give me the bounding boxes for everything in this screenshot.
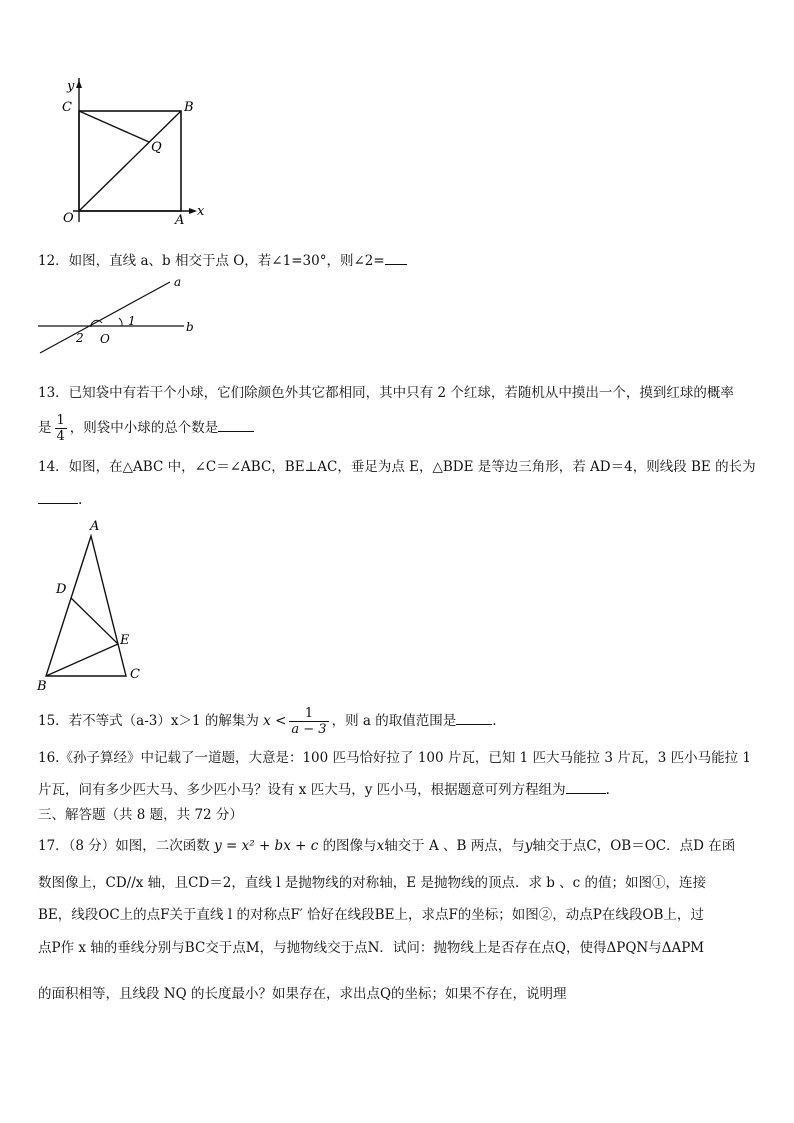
question-17-line5 [38, 984, 567, 1004]
point-b-label: B [184, 100, 194, 115]
question-13-line1 [38, 383, 734, 403]
q13-text-post: ，则袋中小球的总个数是 [69, 420, 219, 436]
angle-2-label: 2 [76, 331, 84, 345]
square-figure [55, 78, 215, 226]
question-16-line2 [38, 779, 610, 800]
angle-1-label: 1 [128, 314, 136, 328]
q16-end: . [605, 782, 610, 798]
q16-text-line2: 片瓦，问有多少匹大马、多少匹小马？设有 x 匹大马，y 匹小马，根据题意可列方程组为 [38, 782, 566, 798]
question-17-line4 [38, 938, 704, 958]
q15-text-post: ，则 a 的取值范围是 [331, 713, 457, 729]
section-3-title: 三、解答题（共 8 题，共 72 分） [38, 807, 243, 823]
question-13-line2 [38, 410, 254, 446]
question-12 [38, 250, 407, 271]
q15-frac-den: a − 3 [291, 722, 327, 737]
q16-text-line1: 16.《孙子算经》中记载了一道题，大意是：100 匹马恰好拉了 100 片瓦，已知 1 匹大马能拉 3 片瓦，3 匹小马能拉 1 [38, 750, 751, 766]
point-a-label: A [90, 519, 100, 534]
q13-text-line1: 13．已知袋中有若干个小球，它们除颜色外其它都相同，其中只有 2 个红球，若随机从中摸出一个，摸到红球的概率 [38, 385, 734, 401]
q17-text-line2: 数图像上，CD//x 轴，且CD＝2，直线 l 是抛物线的对称轴，E 是抛物线的顶点．求 b 、c 的值；如图①，连接 [38, 875, 707, 891]
q17-text-line3: BE，线段OC上的点F关于直线 l 的对称点F′ 恰好在线段BE上，求点F的坐标；如图②，动点P在线段OB上，过 [38, 907, 704, 923]
q13-text-pre: 是 [38, 420, 52, 436]
q17-function: y = x² + bx + c [214, 838, 319, 854]
q14-answer-blank[interactable] [38, 489, 78, 504]
q15-answer-blank[interactable] [456, 710, 492, 725]
q15-text-pre: 15．若不等式（a-3）x＞1 的解集为 [38, 713, 259, 729]
q14-text-post: . [78, 492, 83, 508]
q13-frac-den: 4 [56, 429, 65, 444]
q17-text-1d: 轴交于点C，OB＝OC．点D 在函 [532, 838, 736, 854]
axis-y-label: y [67, 79, 75, 94]
q17-text-1c: 轴交于 A 、B 两点，与 [384, 838, 525, 854]
q17-text-1a: 17．（8 分）如图，二次函数 [38, 838, 210, 854]
point-a-label: A [175, 213, 185, 226]
q15-fraction [289, 706, 328, 737]
q15-frac-num: 1 [289, 706, 328, 722]
point-o-label: O [100, 332, 110, 346]
point-q-label: Q [151, 140, 162, 155]
question-17-line1 [38, 836, 735, 856]
q17-var-x: x [376, 838, 385, 854]
question-14-line2 [38, 489, 82, 510]
question-16-line1 [38, 748, 751, 768]
section-3-heading [38, 805, 243, 825]
question-15 [38, 703, 497, 739]
point-c-label: C [130, 667, 140, 682]
q13-answer-blank[interactable] [218, 417, 254, 432]
q12-answer-blank[interactable] [385, 250, 407, 265]
point-c-label: C [62, 100, 72, 115]
q15-inequality: x < [263, 713, 287, 729]
q16-answer-blank[interactable] [566, 779, 606, 794]
q13-frac-num: 1 [56, 413, 65, 428]
line-b-label: b [186, 320, 194, 334]
q17-text-line5: 的面积相等，且线段 NQ 的长度最小？如果存在，求出点Q的坐标；如果不存在，说明理 [38, 986, 567, 1002]
q17-var-y: y [524, 838, 533, 854]
question-17-line3 [38, 905, 704, 925]
q13-fraction [55, 413, 67, 444]
point-o-label: O [63, 211, 74, 226]
point-e-label: E [120, 633, 130, 648]
q15-end: . [492, 713, 497, 729]
line-a-label: a [174, 275, 182, 289]
question-14-line1 [38, 457, 756, 477]
q17-text-line4: 点P作 x 轴的垂线分别与BC交于点M，与抛物线交于点N．试问：抛物线上是否存在点Q，使得ΔPQN与ΔAPM [38, 940, 705, 956]
question-17-line2 [38, 873, 706, 893]
q17-text-1b: 的图像与 [322, 838, 377, 854]
q14-text-line1: 14．如图，在△ABC 中，∠C＝∠ABC，BE⊥AC，垂足为点 E，△BDE 是等边三角形，若 AD＝4，则线段 BE 的长为 [38, 459, 756, 475]
triangle-figure [34, 516, 149, 694]
axis-x-label: x [197, 204, 205, 219]
intersecting-lines-figure [36, 274, 201, 354]
point-d-label: D [56, 582, 67, 597]
q12-text: 12．如图，直线 a、b 相交于点 O，若∠1=30°，则∠2= [38, 253, 385, 269]
point-b-label: B [37, 679, 47, 694]
